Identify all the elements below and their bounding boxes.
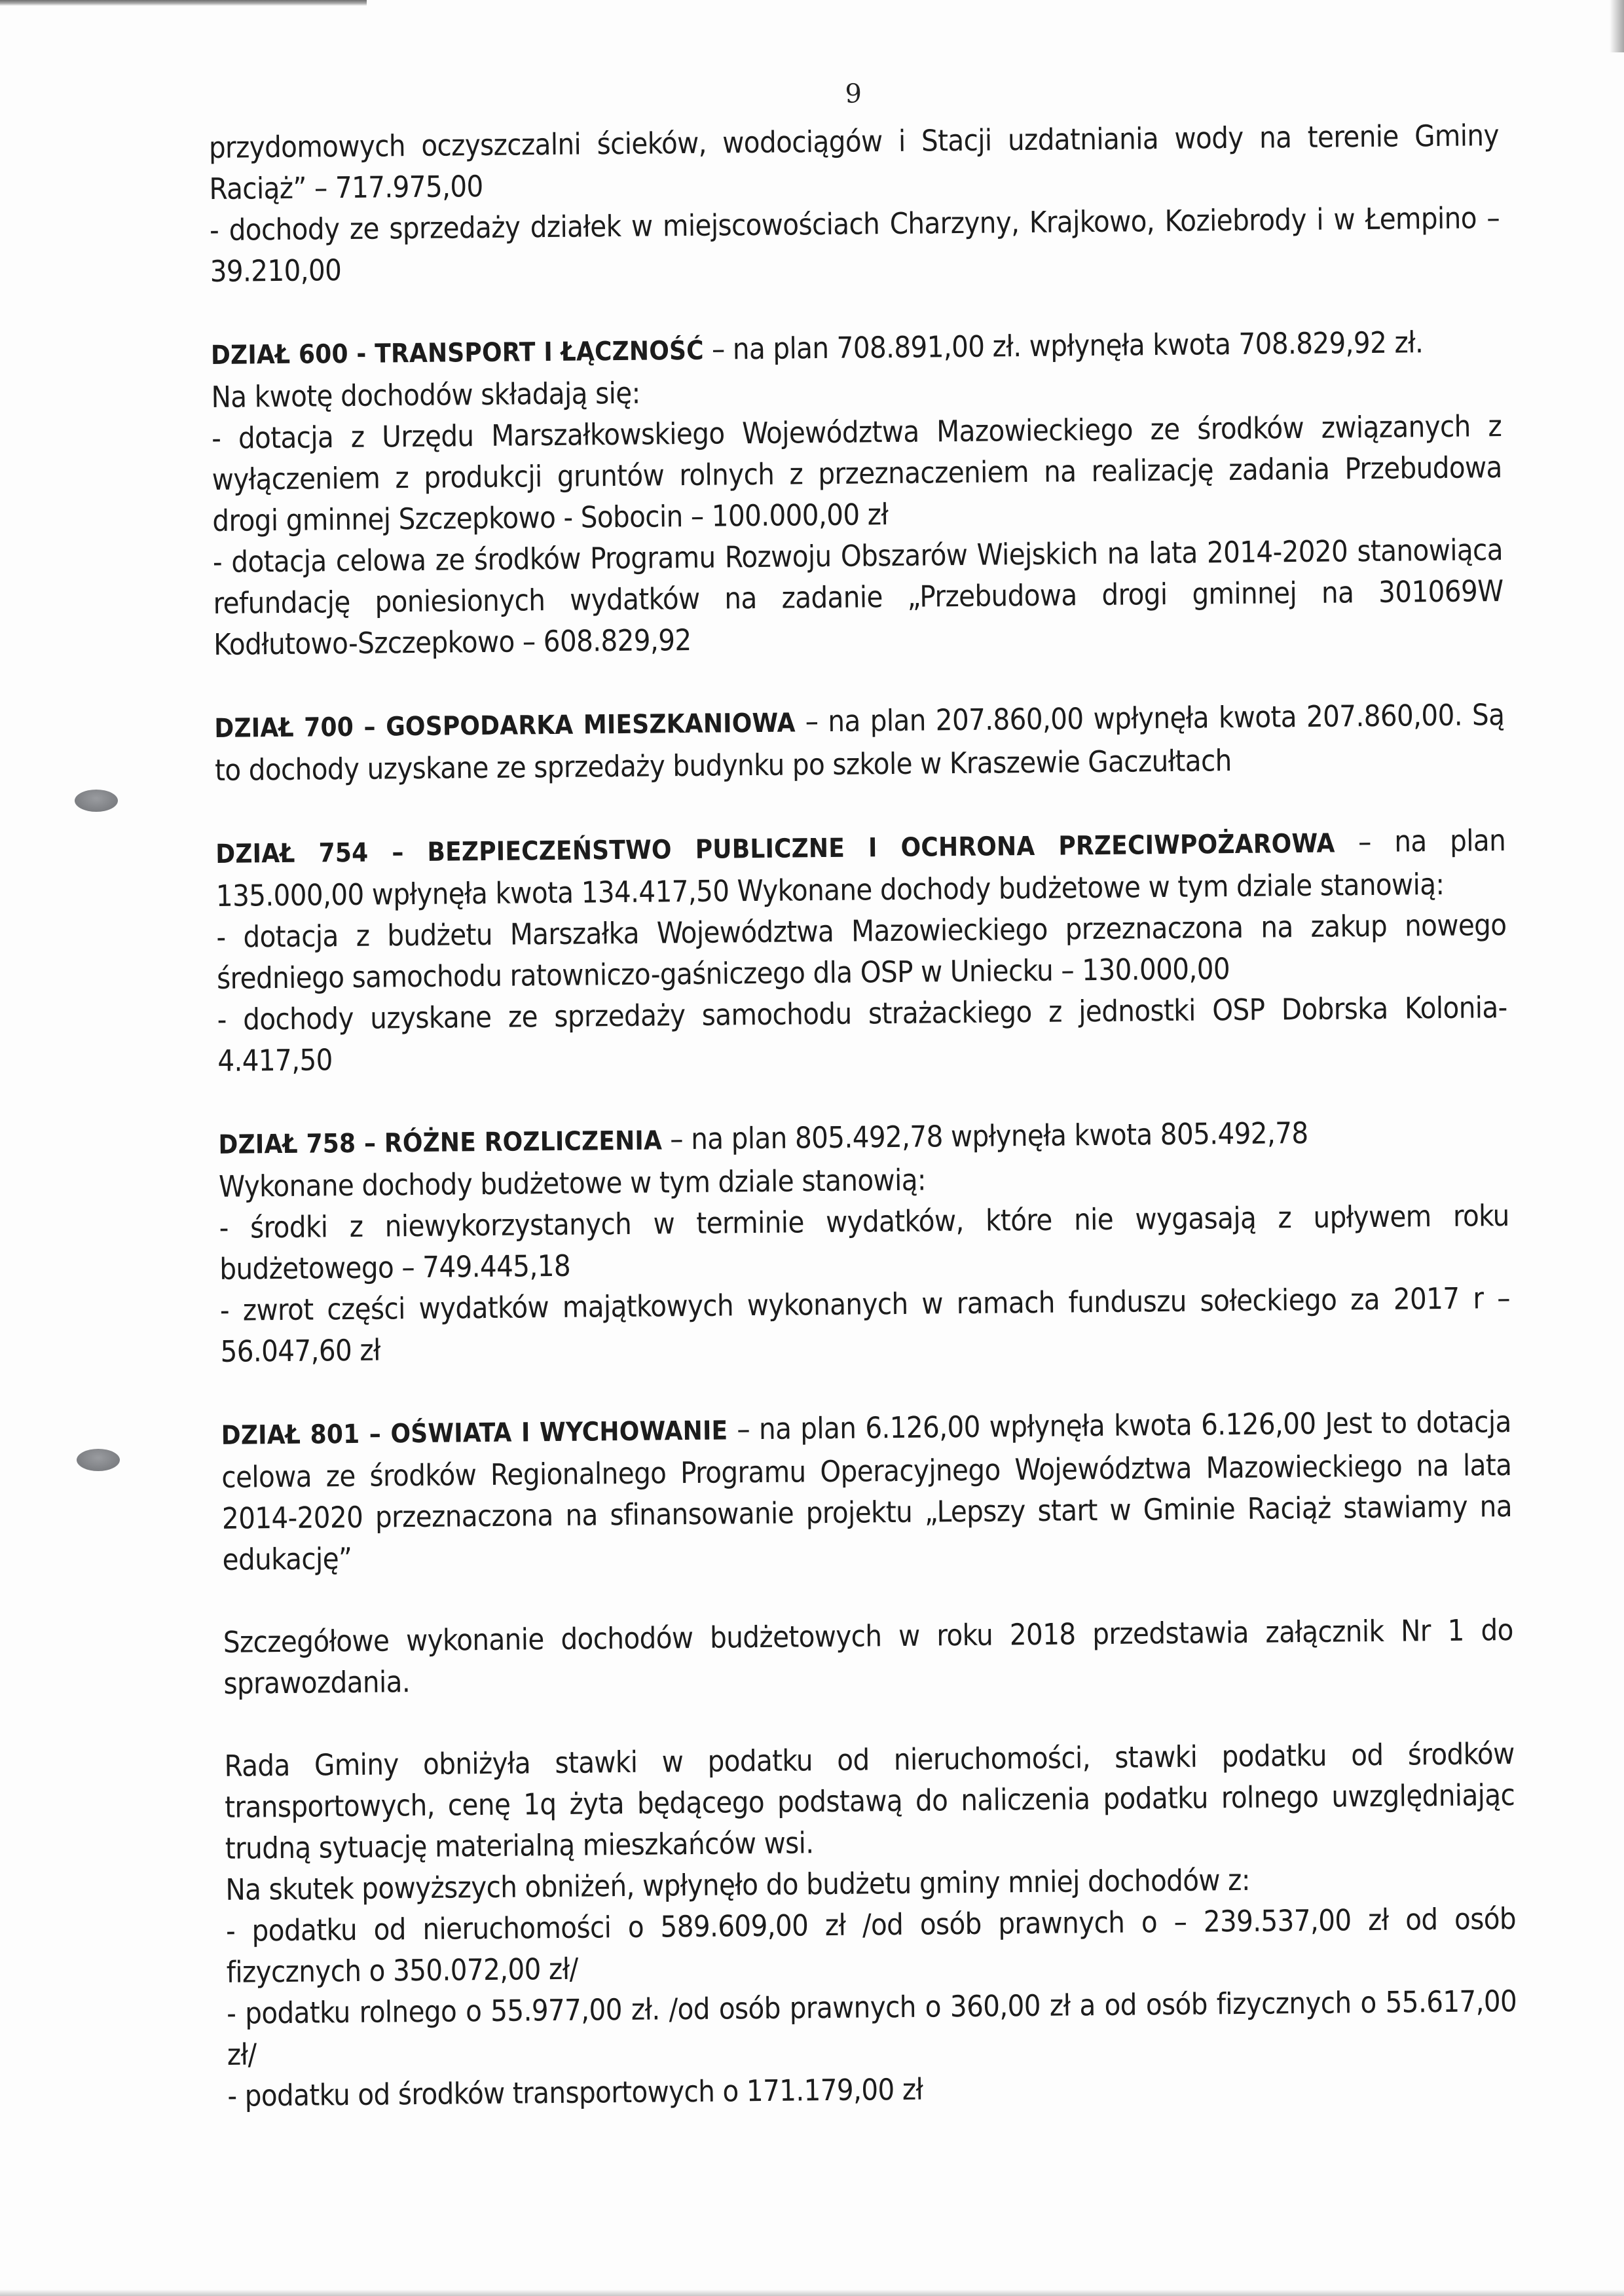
attachment-note-block <box>223 1609 1514 1704</box>
section-dzial-700 <box>214 694 1505 791</box>
section-summary: – na plan 6.126,00 wpłynęła kwota 6.126,00 Jest to dotacja celowa ze środków Regionalnego Programu Operacyjnego Województwa Mazowieckiego na lata 2014-2020 przeznaczona na sfinansowanie projektu „Lepszy start w Gminie Raciąż stawiamy na edukację” <box>221 1404 1513 1577</box>
section-summary: – na plan 207.860,00 wpłynęła kwota 207.860,00. Są to dochody uzyskane ze sprzedaży budynku po szkole w Kraszewie Gaczułtach <box>214 697 1505 788</box>
section-heading: DZIAŁ 700 – GOSPODARKA MIESZKANIOWA <box>214 708 796 744</box>
section-line: Na kwotę dochodów składają się: <box>211 375 640 414</box>
section-line: - środki z niewykorzystanych w terminie wydatków, które nie wygasają z upływem roku budżetowego – 749.445,18 <box>219 1198 1509 1286</box>
section-heading: DZIAŁ 754 – BEZPIECZEŃSTWO PUBLICZNE I OCHRONA PRZECIWPOŻAROWA <box>215 828 1335 869</box>
section-heading: DZIAŁ 801 – OŚWIATA I WYCHOWANIE <box>221 1415 728 1451</box>
section-heading: DZIAŁ 600 - TRANSPORT I ŁĄCZNOŚĆ <box>210 335 704 371</box>
section-dzial-801 <box>221 1401 1512 1580</box>
section-line: - dotacja z budżetu Marszałka Województwa Mazowieckiego przeznaczona na zakup nowego średniego samochodu ratowniczo-gaśniczego dla OSP w Uniecku – 130.000,00 <box>216 907 1507 996</box>
intro-line: przydomowych oczyszczalni ścieków, wodociągów i Stacji uzdatniania wody na terenie Gminy Raciąż” – 717.975,00 <box>208 118 1500 206</box>
section-line: - zwrot części wydatków majątkowych wykonanych w ramach funduszu sołeckiego za 2017 r – 56.047,60 zł <box>219 1281 1511 1369</box>
page-number: 9 <box>845 79 862 109</box>
scan-edge-shadow-bottom <box>0 2289 1624 2296</box>
section-heading: DZIAŁ 758 – RÓŻNE ROZLICZENIA <box>218 1125 663 1160</box>
intro-continuation <box>209 115 1500 292</box>
tax-reduction-item: - podatku od środków transportowych o 171.179,00 zł <box>227 2071 923 2113</box>
document-page <box>208 73 1517 2113</box>
section-summary: – na plan 135.000,00 wpłynęła kwota 134.417,50 Wykonane dochody budżetowe w tym dziale stanowią: <box>215 823 1506 913</box>
intro-line: - dochody ze sprzedaży działek w miejscowościach Charzyny, Krajkowo, Koziebrody i w Łempino – 39.210,00 <box>209 200 1500 289</box>
scan-edge-shadow-top <box>0 0 367 6</box>
punch-hole <box>75 790 118 812</box>
section-line: - dotacja celowa ze środków Programu Rozwoju Obszarów Wiejskich na lata 2014-2020 stanowiąca refundację poniesionych wydatków na zadanie „Przebudowa drogi gminnej na 301069W Kodłutowo-Szczepkowo – 608.829,92 <box>212 532 1504 662</box>
section-line: - dotacja z Urzędu Marszałkowskiego Województwa Mazowieckiego ze środków związanych z wyłączeniem z produkcji gruntów rolnych z przeznaczeniem na realizację zadania Przebudowa drogi gminnej Szczepkowo - Sobocin – 100.000,00 zł <box>211 409 1502 538</box>
page-content <box>209 115 1518 2117</box>
section-line: Wykonane dochody budżetowe w tym dziale stanowią: <box>218 1162 927 1204</box>
tax-reduction-intro: Na skutek powyższych obniżeń, wpłynęło do budżetu gminy mniej dochodów z: <box>225 1862 1251 1907</box>
section-summary: – na plan 805.492,78 wpłynęła kwota 805.492,78 <box>661 1115 1308 1157</box>
section-summary: – na plan 708.891,00 zł. wpłynęła kwota 708.829,92 zł. <box>703 325 1424 367</box>
section-dzial-758 <box>218 1110 1511 1372</box>
tax-reduction-item: - podatku rolnego o 55.977,00 zł. /od osób prawnych o 360,00 zł a od osób fizycznych o 55.617,00 zł/ <box>227 1983 1517 2072</box>
tax-reduction-paragraph: Rada Gminy obniżyła stawki w podatku od nieruchomości, stawki podatku od środków transportowych, cenę 1q żyta będącego podstawą do naliczenia podatku rolnego uwzględniając trudną sytuację materialną mieszkańców wsi. <box>224 1736 1515 1866</box>
tax-reduction-block <box>224 1733 1517 2117</box>
section-dzial-600 <box>211 321 1504 665</box>
scan-edge-shadow-right <box>1610 0 1624 52</box>
punch-hole <box>77 1449 120 1471</box>
attachment-note: Szczegółowe wykonanie dochodów budżetowych w roku 2018 przedstawia załącznik Nr 1 do sprawozdania. <box>223 1612 1513 1701</box>
section-line: - dochody uzyskane ze sprzedaży samochodu strażackiego z jednostki OSP Dobrska Kolonia-4.417,50 <box>217 990 1507 1078</box>
tax-reduction-item: - podatku od nieruchomości o 589.609,00 zł /od osób prawnych o – 239.537,00 zł od osób fizycznych o 350.072,00 zł/ <box>225 1901 1517 1990</box>
section-dzial-754 <box>215 820 1508 1082</box>
